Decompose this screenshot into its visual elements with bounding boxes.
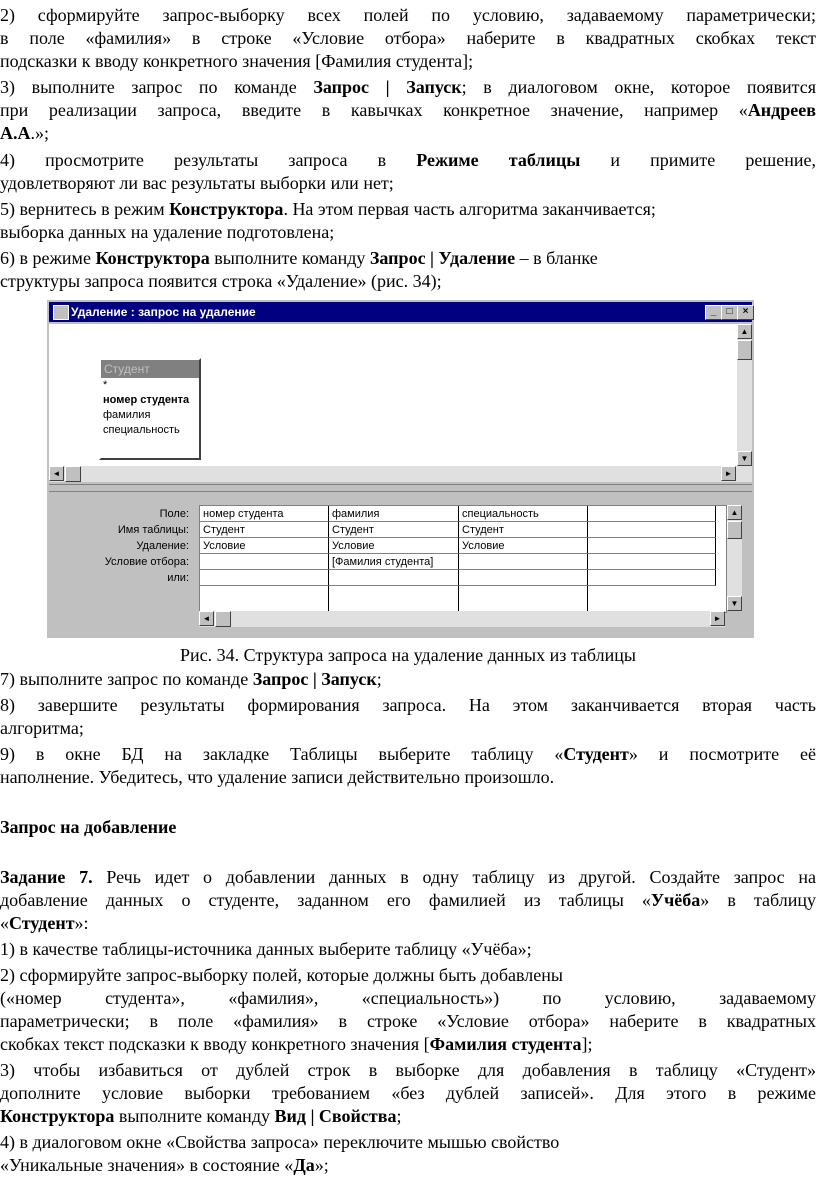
grid-cell[interactable] — [200, 570, 329, 586]
table-pane — [49, 324, 737, 466]
query-grid-pane — [49, 492, 752, 636]
grid-cell[interactable]: номер студента — [200, 506, 329, 522]
scroll-thumb[interactable] — [65, 466, 81, 482]
scroll-down-icon[interactable]: ▼ — [727, 596, 742, 611]
window-titlebar — [49, 302, 752, 322]
query-icon — [53, 305, 69, 320]
text-line: 9) в окне БД на закладке Таблицы выберите таблицу «Студент» и посмотрите её — [0, 744, 816, 764]
text-line: 3) выполните запрос по команде Запрос | Запуск; в диалоговом окне, которое появится — [0, 77, 816, 97]
field-item[interactable]: специальность — [103, 424, 180, 436]
figure-caption: Рис. 34. Структура запроса на удаление данных из таблицы — [180, 645, 636, 665]
row-label-table: Имя таблицы: — [117, 524, 189, 536]
row-label-field: Поле: — [159, 508, 189, 520]
grid-cell[interactable] — [459, 570, 588, 586]
scroll-thumb[interactable] — [737, 340, 752, 360]
text-line: 3) чтобы избавиться от дублей строк в выборке для добавления в таблицу «Студент» — [0, 1060, 816, 1080]
grid-cell[interactable]: Студент — [459, 522, 588, 538]
grid-cell[interactable] — [588, 538, 716, 554]
field-item[interactable]: номер студента — [103, 394, 190, 406]
text-line: алгоритма; — [0, 718, 84, 738]
grid-cell[interactable]: [Фамилия студента] — [329, 554, 459, 570]
minimize-button[interactable]: _ — [705, 305, 722, 320]
text-line: параметрически; в поле «фамилия» в строке «Условие отбора» наберите в квадратных — [0, 1011, 816, 1031]
text-line: 4) в диалоговом окне «Свойства запроса» переключите мышью свойство — [0, 1132, 560, 1152]
grid-cell[interactable] — [200, 586, 329, 612]
text-line: Конструктора выполните команду Вид | Свойства; — [0, 1106, 402, 1126]
grid-cell[interactable] — [459, 554, 588, 570]
grid-cell[interactable] — [588, 554, 716, 570]
text-line: 2) сформируйте запрос-выборку полей, которые должны быть добавлены — [0, 965, 564, 985]
query-grid — [199, 505, 727, 613]
scroll-left-icon[interactable]: ◄ — [49, 466, 64, 481]
horizontal-scrollbar[interactable] — [49, 466, 752, 482]
text-line: дополните условие выборки требованием «без дублей записей». Для этого в режиме — [0, 1083, 816, 1103]
text-line: скобках текст подсказки к вводу конкретного значения [Фамилия студента]; — [0, 1034, 593, 1054]
scroll-thumb[interactable] — [215, 611, 231, 627]
text-line: «Уникальные значения» в состояние «Да»; — [0, 1155, 329, 1175]
vertical-scrollbar[interactable] — [737, 324, 752, 466]
row-label-or: или: — [167, 572, 189, 584]
grid-cell[interactable] — [200, 554, 329, 570]
pane-splitter[interactable] — [49, 484, 752, 492]
row-label-criteria: Условие отбора: — [104, 556, 189, 568]
grid-cell[interactable]: специальность — [459, 506, 588, 522]
text-line: удовлетворяют ли вас результаты выборки или нет; — [0, 173, 394, 193]
scroll-right-icon[interactable]: ► — [721, 466, 736, 481]
grid-cell[interactable] — [329, 570, 459, 586]
text-line: выборка данных на удаление подготовлена; — [0, 222, 335, 242]
grid-cell[interactable] — [459, 586, 588, 612]
grid-cell[interactable] — [329, 586, 459, 612]
grid-cell[interactable]: Условие — [459, 538, 588, 554]
query-design-window — [47, 300, 754, 638]
field-item[interactable]: * — [103, 379, 108, 391]
text-line: 6) в режиме Конструктора выполните команду Запрос | Удаление – в бланке — [0, 248, 598, 268]
text-line: при реализации запроса, введите в кавычках конкретное значение, например «Андреев — [0, 100, 816, 120]
grid-cell[interactable] — [588, 570, 716, 586]
window-title: Удаление : запрос на удаление — [71, 305, 256, 319]
text-line: («номер студента», «фамилия», «специальность») по условию, задаваемому — [0, 988, 816, 1008]
scroll-thumb[interactable] — [727, 521, 742, 539]
section-heading: Запрос на добавление — [0, 817, 177, 837]
grid-horizontal-scrollbar[interactable] — [199, 611, 725, 627]
text-line: 2) сформируйте запрос-выборку всех полей по условию, задаваемому параметрически; — [0, 5, 816, 25]
text-line: подсказки к вводу конкретного значения [Фамилия студента]; — [0, 51, 474, 71]
scroll-down-icon[interactable]: ▼ — [737, 451, 752, 466]
text-line: «Студент»: — [0, 913, 89, 933]
grid-vertical-scrollbar[interactable] — [727, 505, 742, 611]
scroll-up-icon[interactable]: ▲ — [737, 324, 752, 339]
text-line: 8) завершите результаты формирования запроса. На этом заканчивается вторая часть — [0, 695, 816, 715]
grid-cell[interactable] — [588, 506, 716, 522]
text-line: 4) просмотрите результаты запроса в Режиме таблицы и примите решение, — [0, 150, 816, 170]
grid-cell[interactable]: Условие — [329, 538, 459, 554]
text-line: 1) в качестве таблицы-источника данных выберите таблицу «Учёба»; — [0, 939, 532, 959]
field-item[interactable]: фамилия — [103, 409, 151, 421]
text-line: наполнение. Убедитесь, что удаление записи действительно произошло. — [0, 767, 555, 787]
table-name: Студент — [101, 360, 199, 378]
scroll-right-icon[interactable]: ► — [710, 611, 725, 626]
grid-cell[interactable]: Условие — [200, 538, 329, 554]
text-line: Задание 7. Речь идет о добавлении данных в одну таблицу из другой. Создайте запрос на — [0, 867, 816, 887]
text-line: А.А.»; — [0, 123, 50, 143]
text-line: в поле «фамилия» в строке «Условие отбора» наберите в квадратных скобках текст — [0, 28, 816, 48]
grid-cell[interactable]: Студент — [200, 522, 329, 538]
text-line: структуры запроса появится строка «Удаление» (рис. 34); — [0, 271, 442, 291]
text-line: 7) выполните запрос по команде Запрос | Запуск; — [0, 669, 382, 689]
row-label-delete: Удаление: — [136, 540, 189, 552]
grid-cell[interactable]: Студент — [329, 522, 459, 538]
close-button[interactable]: × — [737, 305, 754, 320]
scroll-left-icon[interactable]: ◄ — [199, 611, 214, 626]
grid-cell[interactable] — [588, 522, 716, 538]
grid-cell[interactable]: фамилия — [329, 506, 459, 522]
maximize-button[interactable]: □ — [721, 305, 738, 320]
table-field-list[interactable] — [99, 358, 201, 460]
text-line: добавление данных о студенте, заданном его фамилией из таблицы «Учёба» в таблицу — [0, 890, 816, 910]
text-line: 5) вернитесь в режим Конструктора. На этом первая часть алгоритма заканчивается; — [0, 199, 656, 219]
scroll-up-icon[interactable]: ▲ — [727, 505, 742, 520]
